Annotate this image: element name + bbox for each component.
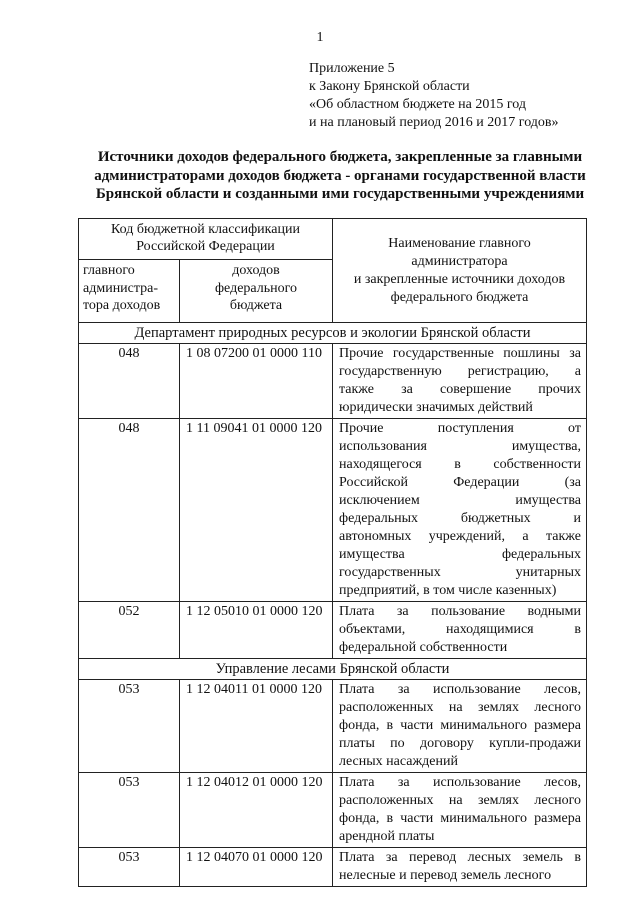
table-row: [79, 680, 587, 773]
title-line: Брянской области и созданными ими государственными учреждениями: [95, 186, 585, 202]
description-word: прочих: [538, 382, 581, 397]
description-word: Российской: [339, 475, 408, 490]
administrator-code: 052: [79, 602, 180, 659]
description-word: в: [574, 622, 581, 637]
income-description: [333, 848, 587, 887]
appendix-line: «Об областном бюджете на 2015 год: [309, 97, 526, 112]
description-line: [339, 456, 581, 474]
section-title: Управление лесами Брянской области: [79, 659, 587, 680]
description-word: в: [386, 718, 394, 733]
description-word: в: [386, 811, 394, 826]
section-row: [79, 323, 587, 344]
description-word: поступления: [437, 421, 514, 436]
administrator-code: 053: [79, 680, 180, 773]
description-word: государственную: [339, 364, 442, 379]
description-word: договору: [419, 736, 474, 751]
description-word: регистрацию,: [467, 364, 549, 379]
header-line: Код бюджетной классификации: [111, 222, 300, 237]
description-line: лесных насаждений: [339, 754, 458, 769]
description-word: также: [545, 529, 581, 544]
description-line: [339, 849, 581, 867]
description-word: федеральных: [339, 511, 419, 526]
description-word: лесных: [467, 850, 512, 865]
description-line: [339, 681, 581, 699]
description-word: использования: [339, 439, 427, 454]
description-word: федеральных: [501, 547, 581, 562]
description-line: [339, 621, 581, 639]
table-row: [79, 848, 587, 887]
appendix-line: к Закону Брянской области: [309, 79, 470, 94]
appendix-line: и на плановый период 2016 и 2017 годов»: [309, 115, 559, 130]
description-word: земель: [522, 850, 563, 865]
header-line: главного: [83, 263, 135, 278]
description-word: минимального: [440, 811, 528, 826]
description-word: Прочие: [339, 346, 384, 361]
header-line: федерального: [214, 280, 298, 296]
description-word: лесов,: [544, 682, 581, 697]
description-word: Прочие: [339, 421, 384, 436]
description-word: землях: [477, 700, 519, 715]
income-code: 1 12 04012 01 0000 120: [180, 773, 333, 848]
description-word: Плата: [339, 775, 375, 790]
description-word: имущества: [339, 547, 405, 562]
description-word: части: [400, 811, 434, 826]
description-word: расположенных: [339, 793, 434, 808]
table-body: [79, 323, 587, 887]
description-word: бюджетных: [460, 511, 531, 526]
description-word: минимального: [440, 718, 528, 733]
income-description: [333, 344, 587, 419]
description-word: также: [339, 382, 375, 397]
description-word: за: [569, 346, 581, 361]
description-line: [339, 717, 581, 735]
description-line: [339, 474, 581, 492]
description-word: за: [401, 382, 413, 397]
description-word: по: [390, 736, 405, 751]
header-line: Наименование главного: [388, 235, 531, 251]
administrator-code: 053: [79, 848, 180, 887]
description-line: [339, 564, 581, 582]
header-line: Российской Федерации: [136, 239, 275, 254]
description-word: в: [454, 457, 461, 472]
header-budget-classification-code: [79, 219, 333, 260]
section-title: Департамент природных ресурсов и экологии Брянской области: [79, 323, 587, 344]
income-description: [333, 773, 587, 848]
description-word: Плата: [339, 604, 375, 619]
description-word: совершение: [440, 382, 512, 397]
description-word: за: [397, 682, 410, 697]
description-word: а: [522, 529, 529, 544]
header-line: администра-: [83, 280, 159, 296]
income-sources-table: [78, 218, 587, 887]
description-word: купли-продажи: [489, 736, 581, 751]
description-line: [339, 603, 581, 621]
description-word: находящегося: [339, 457, 422, 472]
description-line: [339, 420, 581, 438]
description-word: имущества: [515, 493, 581, 508]
description-line: [339, 528, 581, 546]
table-row: [79, 773, 587, 848]
description-word: Плата: [339, 682, 375, 697]
description-line: [339, 810, 581, 828]
description-word: пошлины: [503, 346, 560, 361]
description-word: лесного: [534, 793, 581, 808]
appendix-block: [309, 60, 559, 132]
description-word: размера: [534, 811, 581, 826]
description-word: лесного: [534, 700, 581, 715]
header-line: доходов: [232, 263, 280, 278]
description-word: государственные: [392, 346, 494, 361]
title-line: Источники доходов федерального бюджета, закрепленные за главными: [97, 149, 583, 165]
description-word: пользование: [431, 604, 506, 619]
description-word: расположенных: [339, 700, 434, 715]
income-code: 1 12 04070 01 0000 120: [180, 848, 333, 887]
description-word: на: [448, 700, 463, 715]
administrator-code: 048: [79, 344, 180, 419]
header-line: бюджета: [229, 298, 283, 313]
description-word: и: [573, 511, 581, 526]
administrator-code: 053: [79, 773, 180, 848]
description-word: унитарных: [515, 565, 581, 580]
description-word: на: [448, 793, 463, 808]
description-word: в: [574, 850, 581, 865]
description-line: [339, 774, 581, 792]
header-line: тора доходов: [83, 298, 161, 313]
description-line: арендной платы: [339, 829, 435, 844]
title-line: администраторами доходов бюджета - органами государственной власти: [94, 167, 586, 184]
description-line: [339, 438, 581, 456]
description-word: фонда,: [339, 811, 380, 826]
description-word: лесов,: [544, 775, 581, 790]
administrator-code: 048: [79, 419, 180, 602]
description-line: федеральной собственности: [339, 640, 508, 655]
description-line: [339, 546, 581, 564]
header-administrator-name: [333, 219, 587, 323]
description-word: перевод: [409, 850, 457, 865]
table-row: [79, 419, 587, 602]
description-word: автономных: [339, 529, 412, 544]
description-line: [339, 510, 581, 528]
description-word: Федерации: [453, 475, 520, 490]
description-word: собственности: [493, 457, 581, 472]
description-word: учреждений,: [428, 529, 506, 544]
description-word: платы: [339, 736, 375, 751]
table-header-row: [79, 219, 587, 260]
description-line: [339, 363, 581, 381]
header-chief-administrator: [79, 260, 180, 323]
description-word: землях: [477, 793, 519, 808]
description-line: [339, 381, 581, 399]
header-federal-income: [180, 260, 333, 323]
description-word: объектами,: [339, 622, 406, 637]
description-line: [339, 735, 581, 753]
description-word: фонда,: [339, 718, 380, 733]
description-word: государственных: [339, 565, 441, 580]
description-word: от: [568, 421, 581, 436]
description-word: (за: [564, 475, 581, 490]
header-line: администратора: [411, 253, 508, 269]
description-line: [339, 345, 581, 363]
description-line: юридически значимых действий: [339, 400, 533, 415]
income-code: 1 08 07200 01 0000 110: [180, 344, 333, 419]
table-row: [79, 344, 587, 419]
income-description: [333, 680, 587, 773]
appendix-line: Приложение 5: [309, 61, 395, 76]
description-word: имущества,: [511, 439, 581, 454]
description-word: использование: [433, 682, 521, 697]
description-word: водными: [527, 604, 581, 619]
income-code: 1 12 05010 01 0000 120: [180, 602, 333, 659]
description-word: Плата: [339, 850, 375, 865]
section-row: [79, 659, 587, 680]
description-line: предприятий, в том числе казенных): [339, 583, 557, 598]
income-code: 1 12 04011 01 0000 120: [180, 680, 333, 773]
description-word: а: [574, 364, 581, 379]
income-description: [333, 419, 587, 602]
description-word: находящимися: [445, 622, 534, 637]
description-word: за: [396, 604, 409, 619]
description-line: нелесные и перевод земель лесного: [339, 868, 552, 883]
description-word: за: [385, 850, 398, 865]
header-line: федерального бюджета: [390, 289, 529, 305]
income-description: [333, 602, 587, 659]
table-row: [79, 602, 587, 659]
description-word: за: [397, 775, 410, 790]
income-code: 1 11 09041 01 0000 120: [180, 419, 333, 602]
description-word: размера: [534, 718, 581, 733]
description-word: части: [400, 718, 434, 733]
description-word: использование: [433, 775, 521, 790]
document-title: [60, 148, 620, 204]
description-line: [339, 792, 581, 810]
description-word: исключением: [339, 493, 420, 508]
header-line: и закрепленные источники доходов: [353, 271, 566, 287]
description-line: [339, 699, 581, 717]
page-number: 1: [316, 30, 324, 45]
description-line: [339, 492, 581, 510]
